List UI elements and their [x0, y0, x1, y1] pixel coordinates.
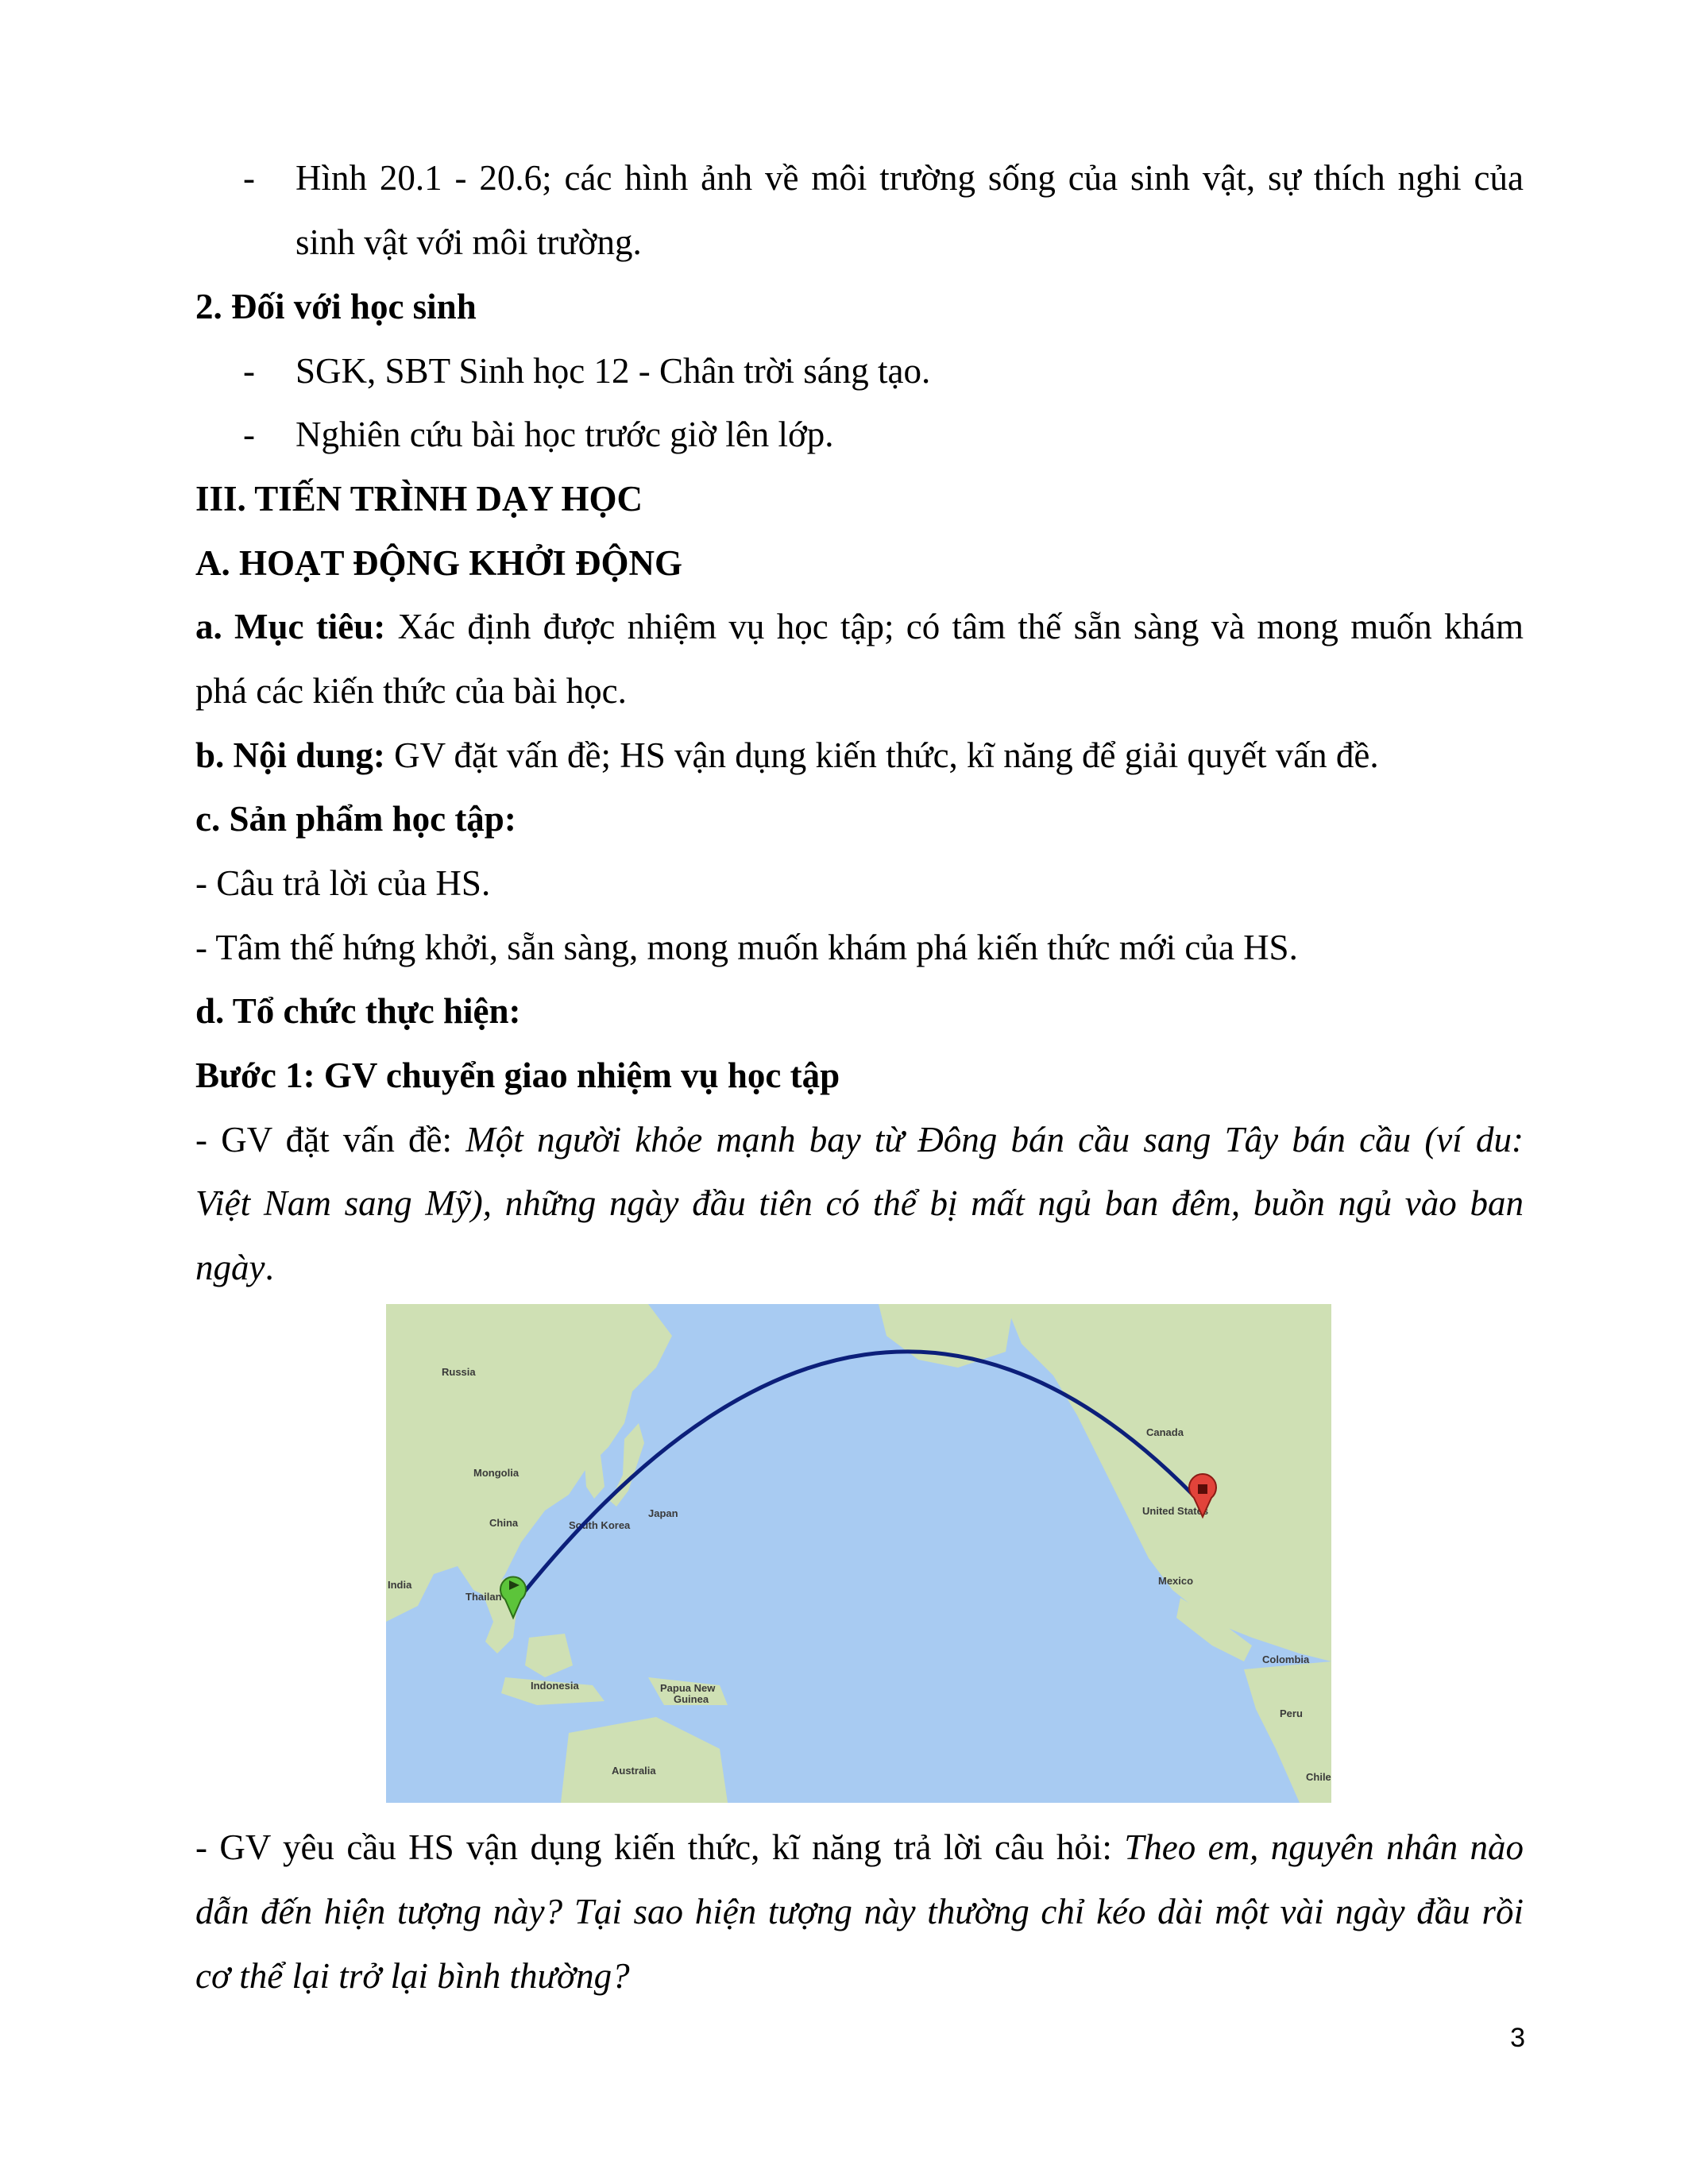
problem-line3: [195, 1236, 1524, 1300]
step1-heading: Bước 1: GV chuyển giao nhiệm vụ học tập: [195, 1055, 840, 1095]
map-label-colombia: Colombia: [1262, 1653, 1310, 1665]
objective-line2: phá các kiến thức của bài học.: [195, 671, 627, 711]
content-label: b. Nội dung:: [195, 735, 385, 775]
problem-line1: [195, 1108, 1524, 1172]
map-label-china: China: [489, 1517, 519, 1529]
map-label-south-korea: South Korea: [569, 1519, 631, 1531]
objective-text: Xác định được nhiệm vụ học tập; có tâm thế sẵn sàng và mong muốn khám: [385, 607, 1524, 646]
content-text: GV đặt vấn đề; HS vận dụng kiến thức, kĩ năng để giải quyết vấn đề.: [384, 735, 1379, 775]
page-number: 3: [1510, 2023, 1525, 2053]
problem-suffix: .: [265, 1248, 274, 1287]
problem-italic: ngày: [195, 1248, 265, 1287]
subsection-heading-warmup: A. HOẠT ĐỘNG KHỞI ĐỘNG: [195, 543, 682, 583]
map-label-guinea: Guinea: [674, 1693, 709, 1705]
map-label-indonesia: Indonesia: [531, 1680, 579, 1692]
question-line1: [195, 1815, 1524, 1880]
map-label-peru: Peru: [1280, 1707, 1303, 1719]
bullet-dash: -: [243, 415, 255, 454]
problem-prefix: - GV đặt vấn đề:: [195, 1120, 466, 1160]
product-item: - Câu trả lời của HS.: [195, 863, 491, 903]
bullet-text-line2: sinh vật với môi trường.: [295, 222, 642, 262]
map-label-mexico: Mexico: [1158, 1575, 1194, 1587]
objective-line1: [195, 595, 1524, 659]
content-line: [195, 723, 1524, 788]
product-item: - Tâm thế hứng khởi, sẵn sàng, mong muốn khám phá kiến thức mới của HS.: [195, 928, 1298, 967]
flight-route-map: [386, 1304, 1331, 1803]
problem-line2: Việt Nam sang Mỹ), những ngày đầu tiên có thể bị mất ngủ ban đêm, buồn ngủ vào ban: [195, 1183, 1524, 1223]
map-label-australia: Australia: [612, 1765, 656, 1777]
bullet-text: SGK, SBT Sinh học 12 - Chân trời sáng tạo.: [295, 351, 931, 391]
organize-label: d. Tổ chức thực hiện:: [195, 991, 521, 1031]
question-line2: dẫn đến hiện tượng này? Tại sao hiện tượng này thường chỉ kéo dài một vài ngày đầu rồi: [195, 1892, 1524, 1931]
map-label-mongolia: Mongolia: [473, 1467, 520, 1479]
map-label-chile: Chile: [1306, 1771, 1331, 1783]
question-line3: cơ thể lại trở lại bình thường?: [195, 1956, 630, 1996]
map-label-united-states: United States: [1142, 1505, 1209, 1517]
map-label-russia: Russia: [442, 1366, 476, 1378]
map-label-canada: Canada: [1146, 1426, 1184, 1438]
section-heading-students: 2. Đối với học sinh: [195, 287, 477, 326]
bullet-text: Nghiên cứu bài học trước giờ lên lớp.: [295, 415, 834, 454]
objective-label: a. Mục tiêu:: [195, 607, 386, 646]
product-label: c. Sản phẩm học tập:: [195, 799, 516, 839]
map-label-thailand: Thailan: [465, 1591, 502, 1603]
map-label-japan: Japan: [648, 1507, 678, 1519]
bullet-dash: -: [243, 158, 255, 198]
bullet-dash: -: [243, 351, 255, 391]
section-heading-process: III. TIẾN TRÌNH DẠY HỌC: [195, 479, 643, 519]
question-italic: Theo em, nguyên nhân nào: [1124, 1827, 1524, 1867]
problem-italic: Một người khỏe mạnh bay từ Đông bán cầu sang Tây bán cầu (ví du:: [465, 1120, 1524, 1160]
map-label-india: India: [388, 1579, 412, 1591]
question-prefix: - GV yêu cầu HS vận dụng kiến thức, kĩ năng trả lời câu hỏi:: [195, 1827, 1125, 1867]
bullet-text-line1: Hình 20.1 - 20.6; các hình ảnh về môi trường sống của sinh vật, sự thích nghi của: [295, 158, 1524, 198]
map-label-papua: Papua New: [660, 1682, 716, 1694]
